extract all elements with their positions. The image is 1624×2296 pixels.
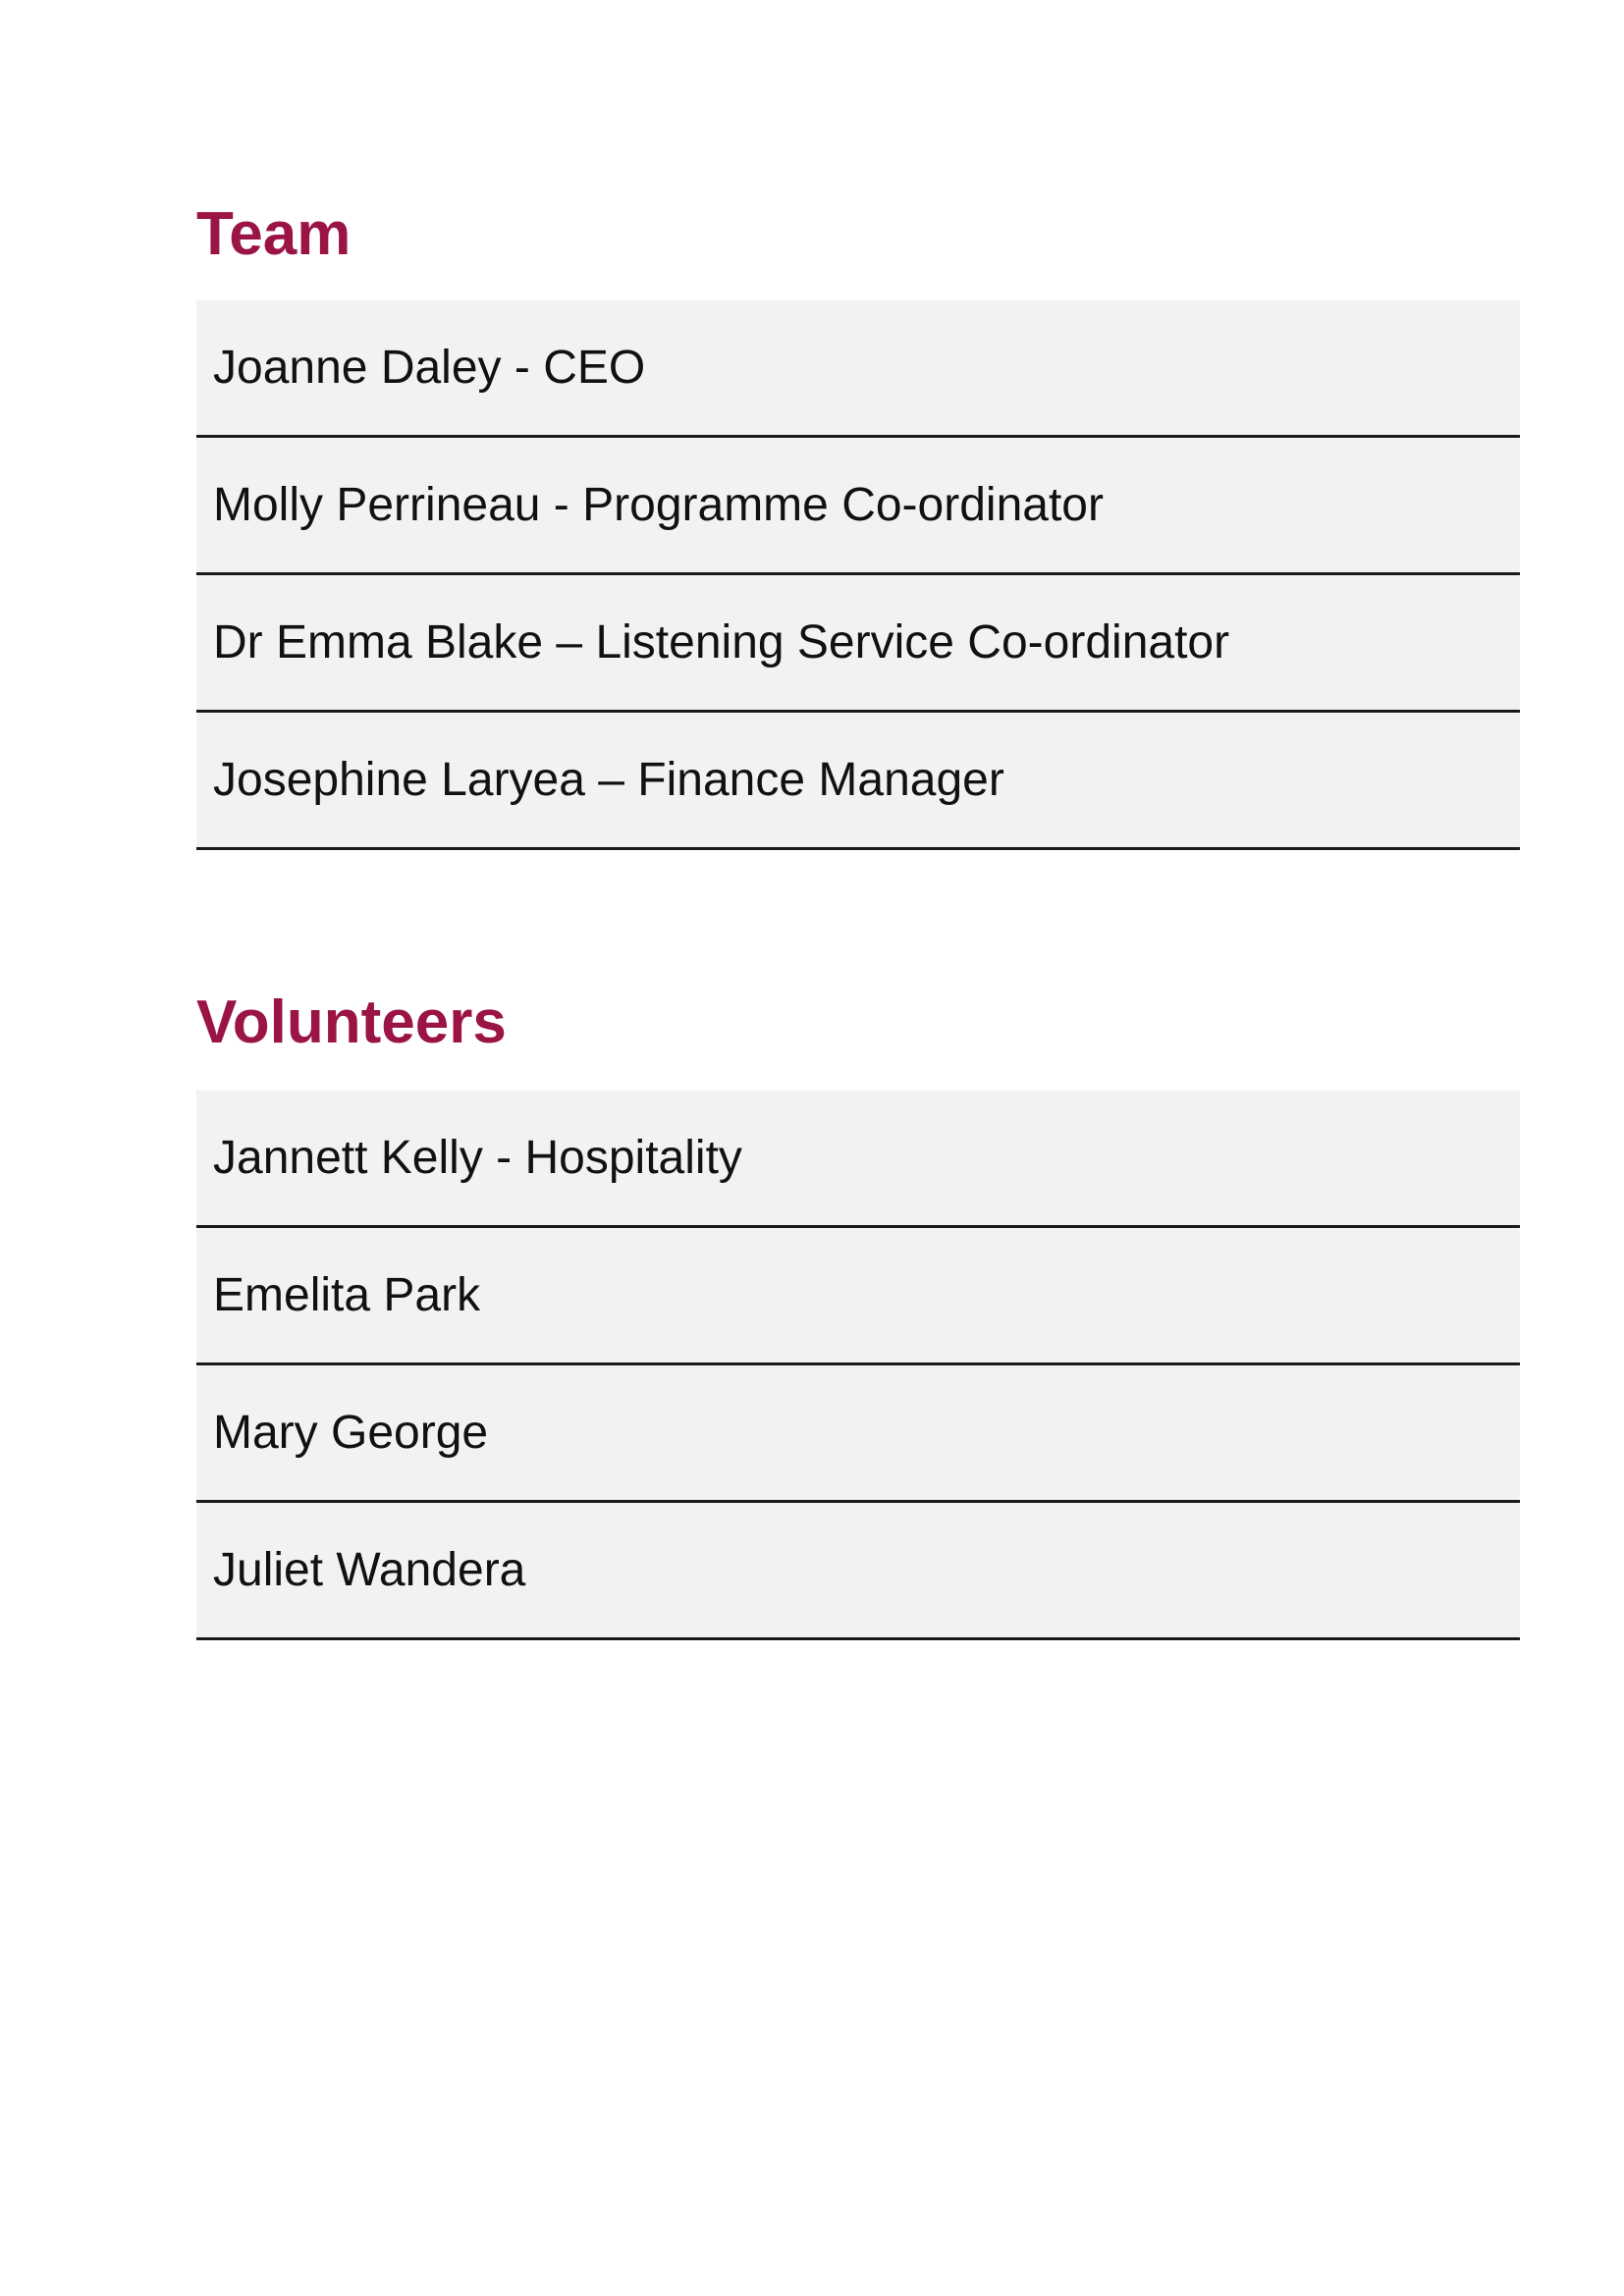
team-row — [196, 575, 1520, 713]
team-list — [196, 300, 1520, 850]
team-member: Dr Emma Blake – Listening Service Co-ordinator — [213, 615, 1230, 668]
team-row — [196, 713, 1520, 850]
team-member: Josephine Laryea – Finance Manager — [213, 753, 1004, 806]
volunteer-row — [196, 1228, 1520, 1365]
team-row — [196, 438, 1520, 575]
volunteers-heading: Volunteers — [196, 988, 507, 1056]
team-member: Molly Perrineau - Programme Co-ordinator — [213, 478, 1104, 531]
volunteer-member: Emelita Park — [213, 1268, 481, 1321]
team-member: Joanne Daley - CEO — [213, 341, 646, 394]
volunteer-row — [196, 1503, 1520, 1640]
volunteer-member: Mary George — [213, 1406, 489, 1459]
volunteers-list — [196, 1091, 1520, 1640]
volunteer-row — [196, 1365, 1520, 1503]
volunteer-member: Juliet Wandera — [213, 1543, 526, 1596]
team-heading: Team — [196, 200, 352, 268]
team-row — [196, 300, 1520, 438]
volunteer-row — [196, 1091, 1520, 1228]
volunteer-member: Jannett Kelly - Hospitality — [213, 1131, 742, 1184]
